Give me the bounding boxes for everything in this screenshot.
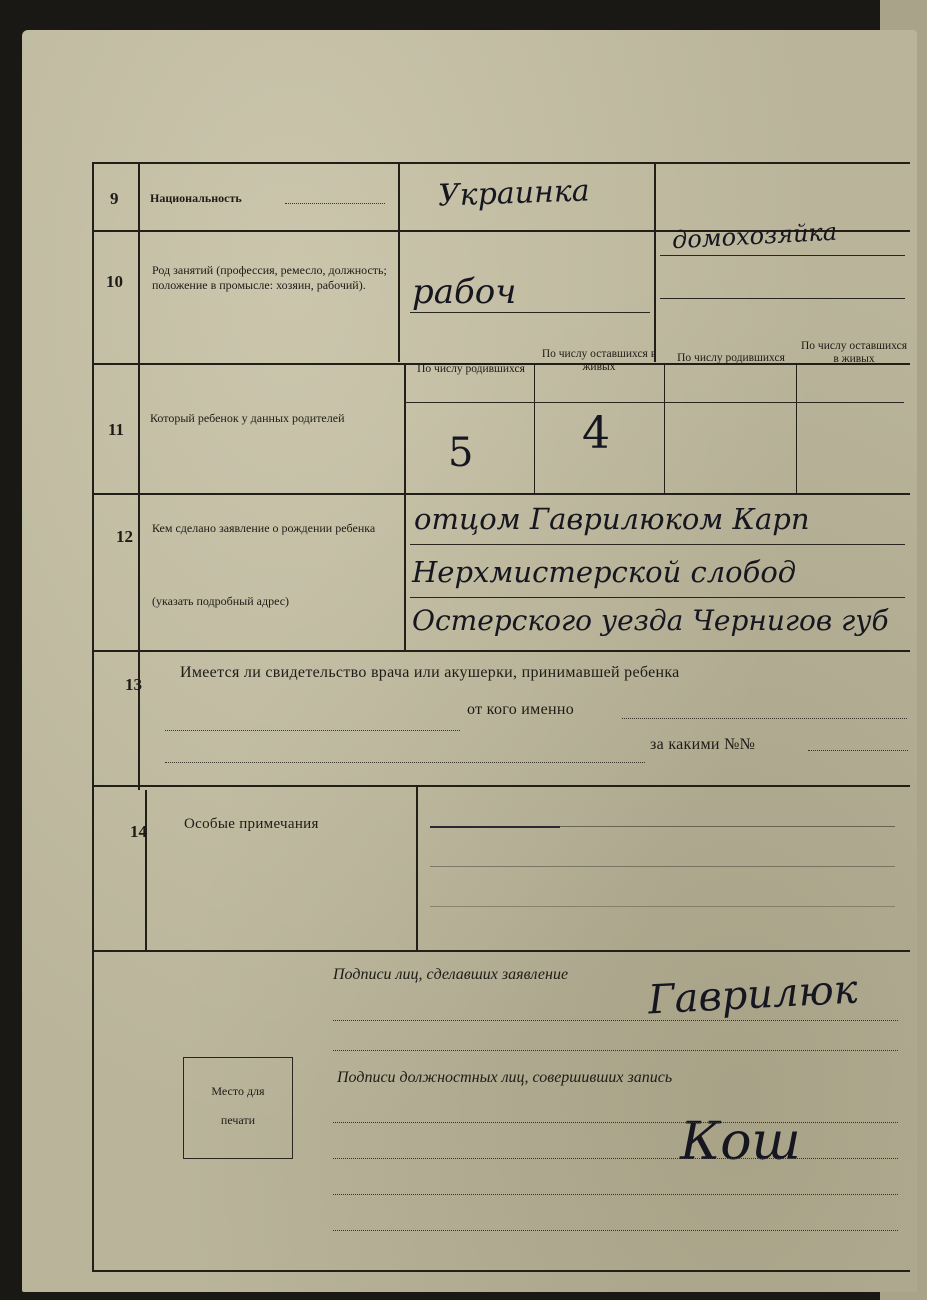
leader-dots	[622, 718, 907, 719]
table-bottom-border	[92, 1270, 910, 1272]
signature-line	[333, 1050, 898, 1051]
declarant-label: Кем сделано заявление о рождении ребенка	[152, 521, 376, 535]
row-number: 10	[106, 272, 123, 291]
child-order-label: Который ребенок у данных родителей	[150, 411, 345, 425]
official-signature: Кош	[680, 1112, 801, 1172]
stamp-place	[183, 1057, 293, 1159]
label-column-divider	[398, 162, 400, 362]
form-page	[22, 30, 917, 1292]
row-number: 11	[108, 420, 125, 439]
applicant-signature-label: Подписи лиц, сделавших заявление	[333, 966, 569, 983]
signature-line	[333, 1122, 898, 1123]
remarks-line	[430, 906, 895, 907]
underline	[410, 544, 905, 545]
signature-line	[333, 1194, 898, 1195]
leader-dots	[808, 750, 908, 751]
row-number: 9	[110, 189, 119, 208]
leader-dots	[285, 203, 385, 204]
remarks-label: Особые примечания	[184, 816, 319, 832]
occupation-value-father: рабоч	[412, 272, 517, 312]
remarks-line	[560, 826, 895, 827]
underline	[410, 597, 905, 598]
number-column-divider-lower	[145, 790, 147, 950]
column-divider	[664, 363, 665, 493]
numbers-label: за какими №№	[650, 736, 756, 753]
address-label: (указать подробный адрес)	[152, 594, 290, 608]
row-separator	[92, 785, 910, 787]
number-column-divider	[138, 162, 140, 790]
label-column-divider	[416, 785, 418, 950]
from-whom-label: от кого именно	[467, 701, 575, 718]
declarant-line-1: отцом Гаврилюком Карп	[414, 502, 810, 536]
declarant-line-2: Нерхмистерской слобод	[412, 555, 797, 589]
signature-line	[333, 1230, 898, 1231]
col-born-header: По числу родившихся	[417, 363, 525, 375]
certificate-question: Имеется ли свидетельство врача или акушерки, принимавшей ребенка	[180, 664, 680, 681]
leader-dots	[165, 730, 460, 731]
applicant-signature: Гаврилюк	[646, 966, 859, 1024]
col-born-header-2: По числу родившихся	[677, 352, 785, 364]
col-living-header: По числу оставшихся в живых	[541, 348, 657, 373]
underline	[660, 255, 905, 256]
row-separator	[92, 650, 910, 652]
row-number: 13	[125, 675, 142, 694]
table-top-border	[92, 162, 910, 164]
label-column-divider	[404, 363, 406, 650]
signature-line	[333, 1020, 898, 1021]
underline	[410, 312, 650, 313]
row-number: 14	[130, 822, 147, 841]
stamp-label-line2: печати	[220, 1113, 256, 1127]
child-order-living-value: 4	[582, 408, 610, 459]
declarant-line-3: Остерского уезда Чернигов губ	[412, 604, 889, 637]
stamp-label-line1: Место для	[211, 1084, 265, 1098]
underline	[660, 298, 905, 299]
subheader-separator	[404, 402, 904, 403]
value-column-divider	[654, 162, 656, 362]
col-living-header-2: По числу оставшихся в живых	[801, 340, 907, 365]
row-separator	[92, 950, 910, 952]
row-number: 12	[116, 527, 133, 546]
occupation-value-mother: домохозяйка	[671, 217, 838, 255]
official-signature-label: Подписи должностных лиц, совершивших запись	[337, 1069, 673, 1086]
child-order-born-value: 5	[448, 430, 474, 476]
table-left-border	[92, 162, 94, 1272]
column-divider	[796, 363, 797, 493]
remarks-line	[430, 866, 895, 867]
occupation-label: Род занятий (профессия, ремесло, должность; положение в промысле: хозяин, рабочий).	[152, 263, 387, 292]
signature-line	[333, 1158, 898, 1159]
row-separator	[92, 493, 910, 495]
leader-dots	[165, 762, 645, 763]
nationality-label: Национальность	[150, 191, 242, 205]
column-divider	[534, 363, 535, 493]
remarks-dash	[430, 826, 560, 828]
nationality-value: Украинка	[437, 173, 591, 214]
